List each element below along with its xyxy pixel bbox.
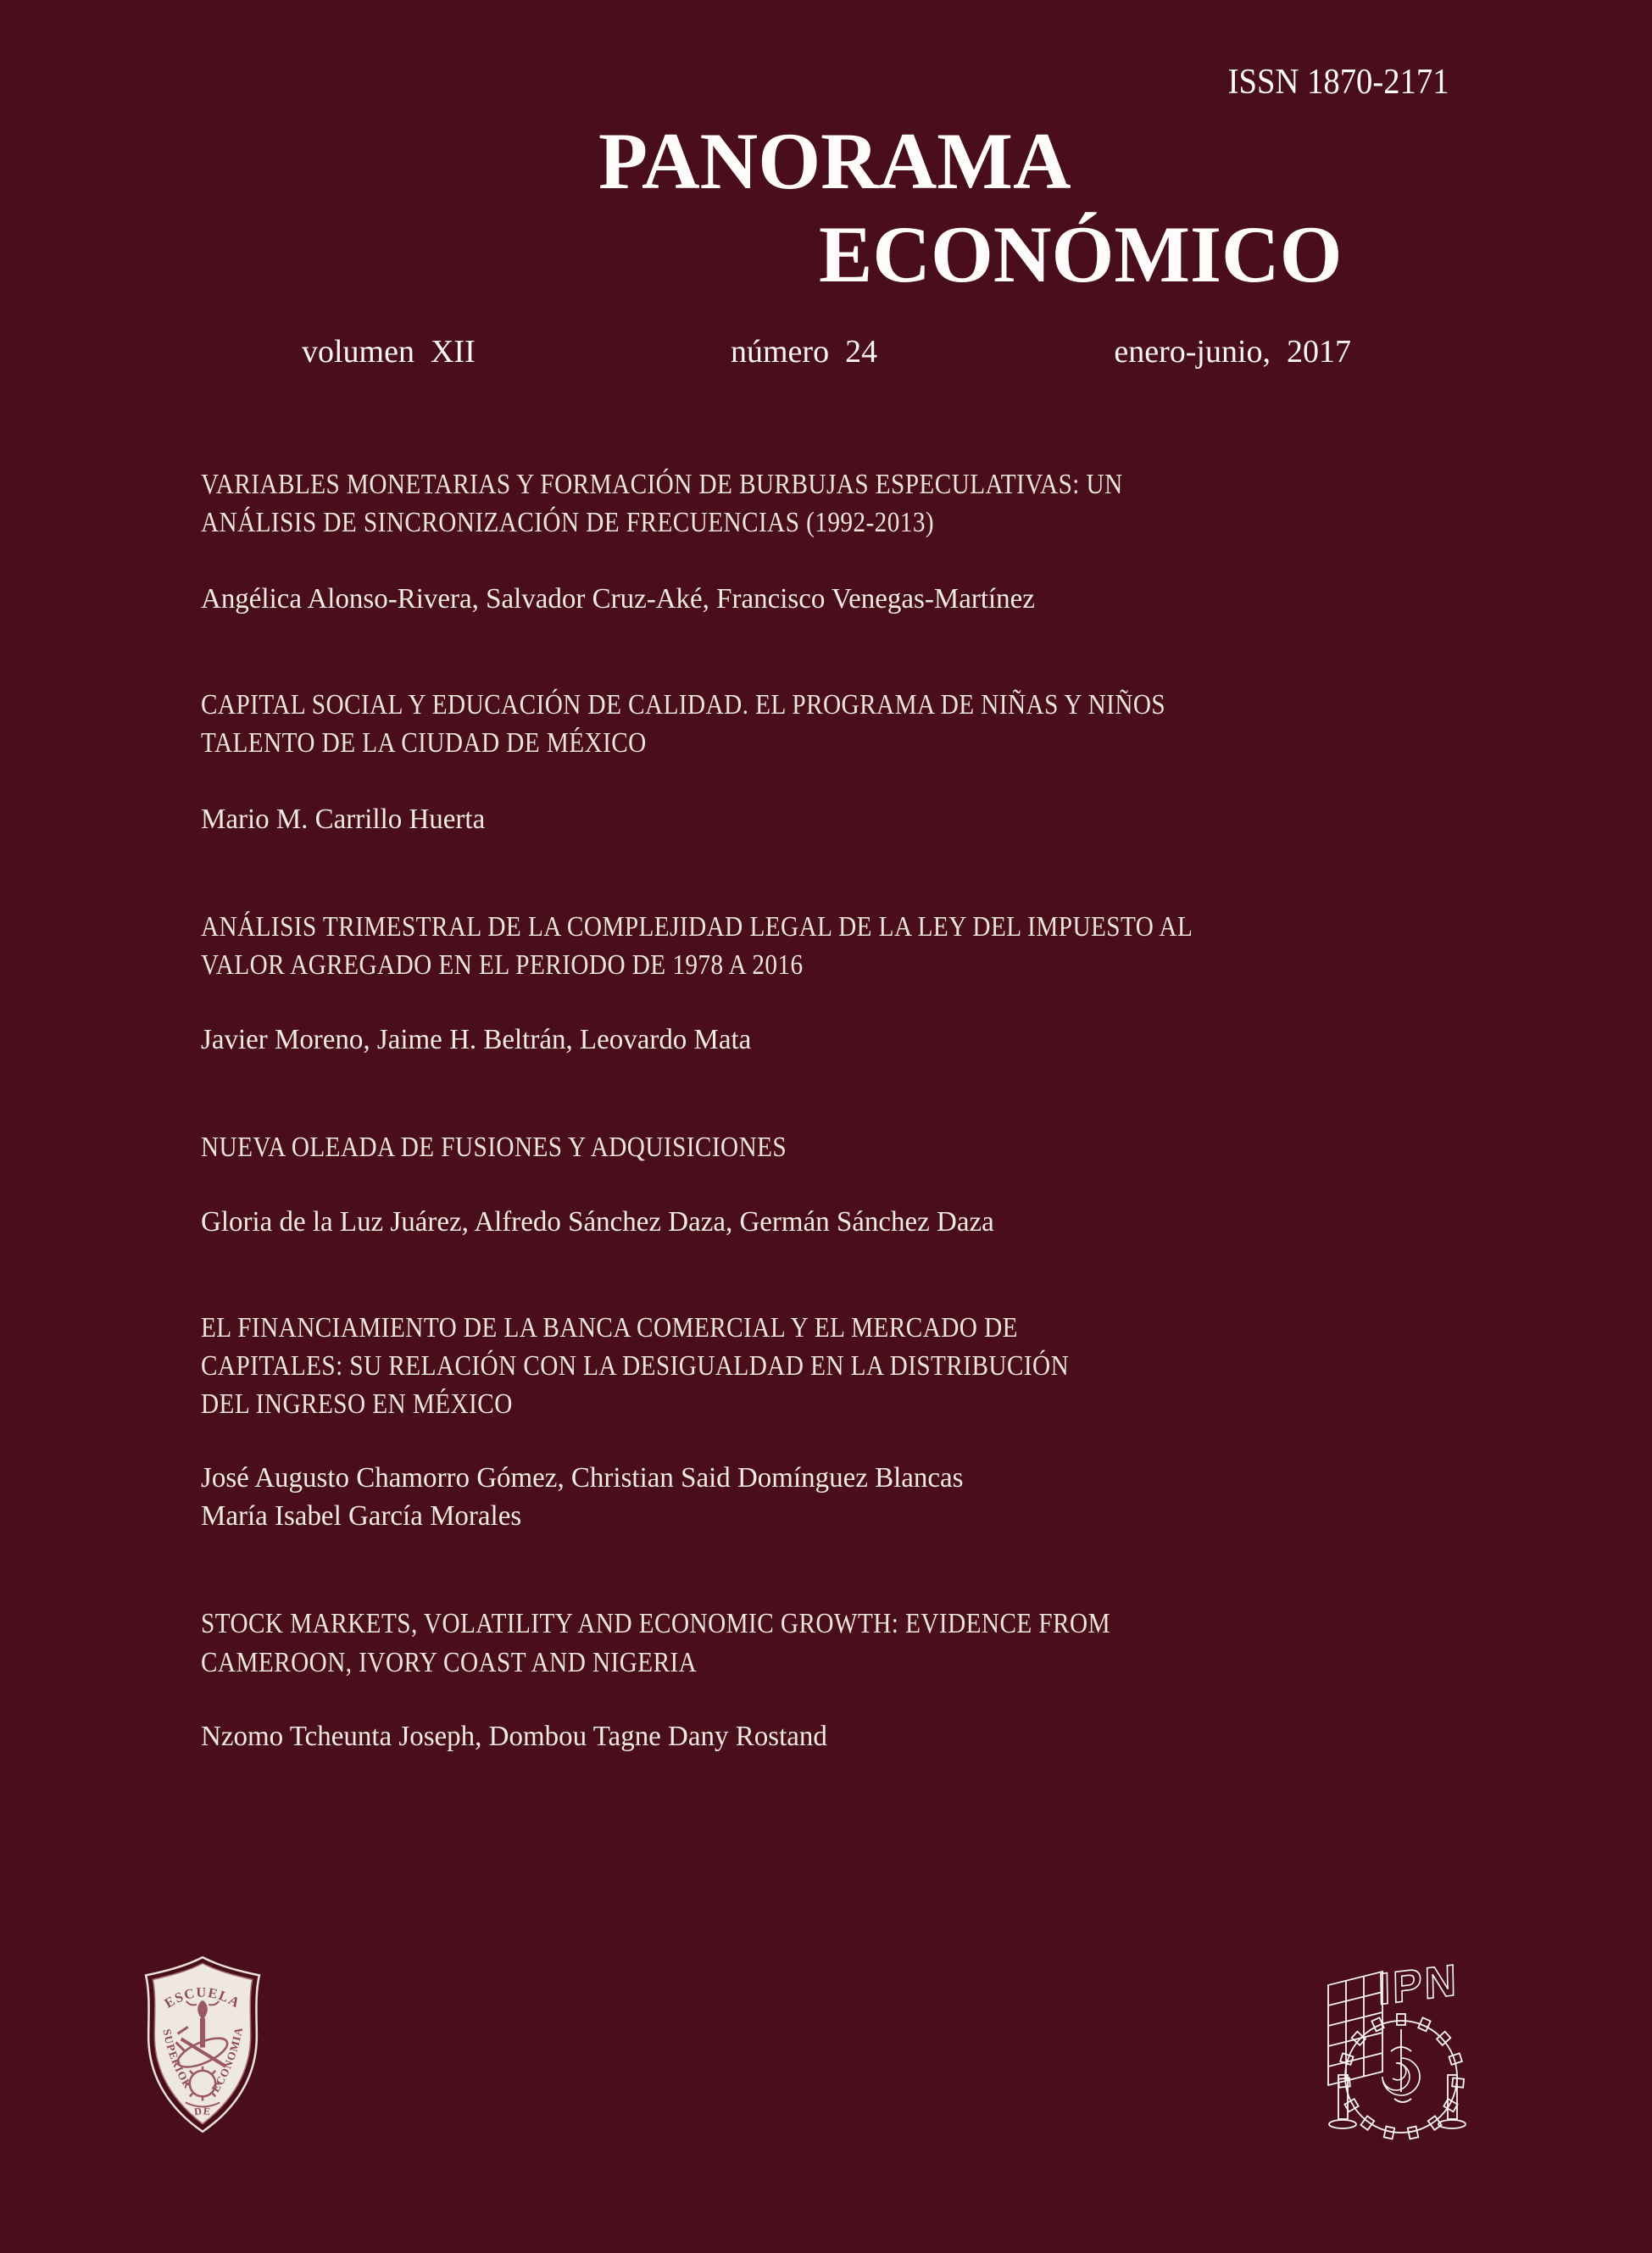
ipn-logo-icon [1316, 1948, 1479, 2153]
article-5-authors-line-1: José Augusto Chamorro Gómez, Christian Said Domínguez Blancas [201, 1462, 964, 1494]
article-5-authors-line-2: María Isabel García Morales [201, 1500, 522, 1532]
journal-title-line2: ECONÓMICO [819, 209, 1343, 299]
article-5-title-line-3: DEL INGRESO EN MÉXICO [201, 1388, 513, 1420]
escuela-superior-de-economia-crest-icon [138, 1956, 267, 2133]
article-1-authors: Angélica Alonso-Rivera, Salvador Cruz-Aké, Francisco Venegas-Martínez [201, 583, 1035, 615]
article-6-authors: Nzomo Tcheunta Joseph, Dombou Tagne Dany Rostand [201, 1721, 827, 1752]
ipn-letters: IPN [1377, 1955, 1460, 2015]
article-2-authors: Mario M. Carrillo Huerta [201, 804, 486, 835]
article-4-authors: Gloria de la Luz Juárez, Alfredo Sánchez Daza, Germán Sánchez Daza [201, 1206, 994, 1238]
article-6-title-line-2: CAMEROON, IVORY COAST AND NIGERIA [201, 1647, 698, 1678]
journal-title-line1: PANORAMA [598, 116, 1071, 206]
article-6-title-line-1: STOCK MARKETS, VOLATILITY AND ECONOMIC GROWTH: EVIDENCE FROM [201, 1608, 1111, 1639]
crest-text-escuela: ESCUELA [162, 1984, 243, 2011]
crest-text-de: DE [193, 2105, 212, 2118]
article-4-title-line-1: NUEVA OLEADA DE FUSIONES Y ADQUISICIONES [201, 1132, 787, 1163]
article-3-title-line-1: ANÁLISIS TRIMESTRAL DE LA COMPLEJIDAD LEGAL DE LA LEY DEL IMPUESTO AL [201, 911, 1193, 943]
crest-text-superior: SUPERIOR [160, 2028, 195, 2091]
article-3-authors: Javier Moreno, Jaime H. Beltrán, Leovardo Mata [201, 1024, 752, 1055]
article-1-title-line-1: VARIABLES MONETARIAS Y FORMACIÓN DE BURBUJAS ESPECULATIVAS: UN [201, 469, 1123, 500]
issue-label: número 24 [731, 334, 878, 370]
period-label: enero-junio, 2017 [1114, 334, 1351, 370]
issn-number: ISSN 1870-2171 [1228, 63, 1449, 102]
article-5-title-line-2: CAPITALES: SU RELACIÓN CON LA DESIGUALDAD EN LA DISTRIBUCIÓN [201, 1350, 1070, 1382]
article-3-title-line-2: VALOR AGREGADO EN EL PERIODO DE 1978 A 2016 [201, 949, 804, 981]
article-2-title-line-2: TALENTO DE LA CIUDAD DE MÉXICO [201, 727, 647, 759]
article-1-title-line-2: ANÁLISIS DE SINCRONIZACIÓN DE FRECUENCIAS (1992-2013) [201, 507, 935, 538]
article-2-title-line-1: CAPITAL SOCIAL Y EDUCACIÓN DE CALIDAD. EL PROGRAMA DE NIÑAS Y NIÑOS [201, 689, 1166, 720]
article-5-title-line-1: EL FINANCIAMIENTO DE LA BANCA COMERCIAL Y EL MERCADO DE [201, 1312, 1018, 1343]
crest-text-economia: ECONOMIA [209, 2025, 246, 2094]
volume-label: volumen XII [302, 334, 476, 370]
